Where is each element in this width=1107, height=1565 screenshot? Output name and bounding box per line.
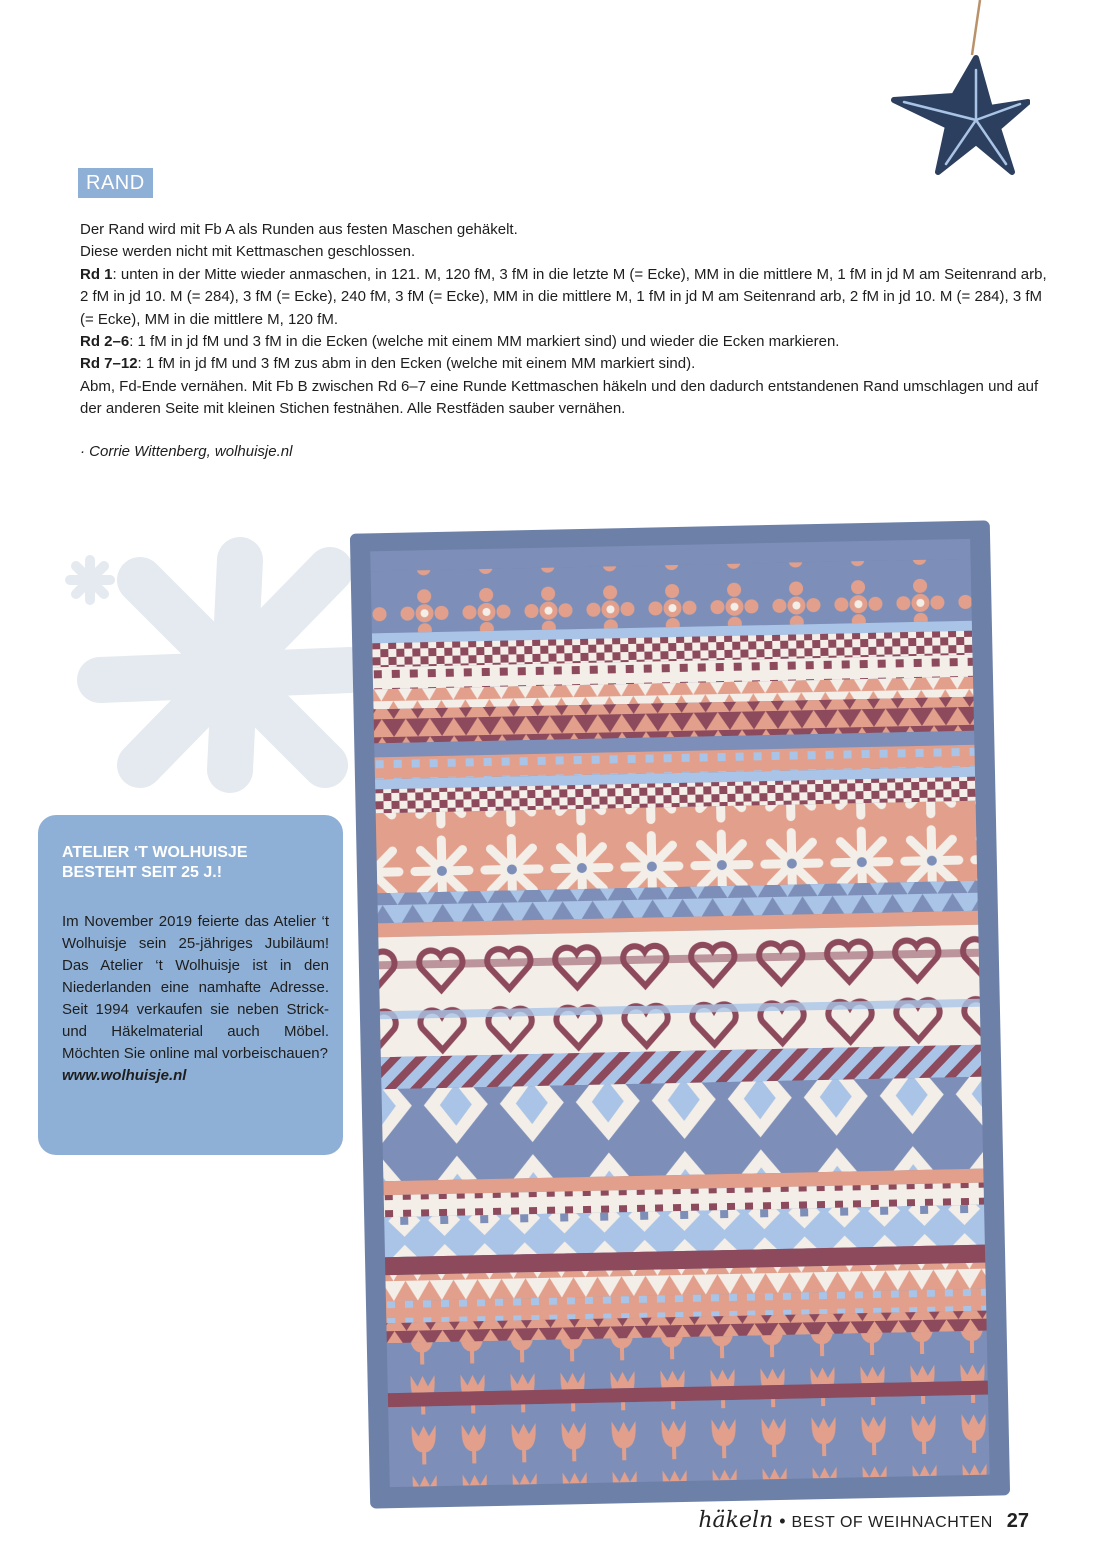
info-box-title xyxy=(62,843,329,883)
author-credit: · Corrie Wittenberg, wolhuisje.nl xyxy=(80,443,293,460)
instructions-text xyxy=(80,219,1052,421)
info-box xyxy=(38,815,343,1155)
info-box-paragraph: Im November 2019 feierte das Atelier ‘t Wolhuisje sein 25-jähriges Jubiläum! Das Atelier ‘t Wolhuisje ist in den Niederlanden eine namhafte Adresse. Seit 1994 verkaufen sie neben Strick- und Häkelmaterial auch Möbel. Möchten Sie online mal vorbeischauen? xyxy=(62,913,329,1062)
round-7-12-instruction xyxy=(80,353,1052,375)
website-link[interactable]: www.wolhuisje.nl xyxy=(62,1067,187,1084)
blanket-photo xyxy=(340,515,1020,1515)
footer-separator: • xyxy=(779,1511,786,1531)
finishing-instruction: Abm, Fd-Ende vernähen. Mit Fb B zwischen Rd 6–7 eine Runde Kettmaschen häkeln und den dadurch entstandenen Rand umschlagen und auf der anderen Seite mit kleinen Stichen festnähen. Alle Restfäden sauber vernähen. xyxy=(80,377,1039,418)
round-1-label: Rd 1 xyxy=(80,265,113,283)
intro-line-2: Diese werden nicht mit Kettmaschen geschlossen. xyxy=(80,243,416,261)
info-box-title-line-1: ATELIER ‘T WOLHUISJE xyxy=(62,844,248,861)
round-7-12-label: Rd 7–12 xyxy=(80,355,138,373)
snowflake-icon xyxy=(60,520,360,820)
issue-title: BEST OF WEIHNACHTEN xyxy=(791,1514,993,1531)
info-box-text xyxy=(62,911,329,1087)
round-1-text: : unten in der Mitte wieder anmaschen, in 121. M, 120 fM, 3 fM in die letzte M (= Ecke), MM in die mittlere M, 1 fM in jd M am Seitenrand arb, 2 fM in jd 10. M (= 284), 3 fM (= Ecke), 240 fM, 3 fM (= Ecke), MM in die mittlere M, 1 fM in jd M am Seitenrand arb, 2 fM in jd 10. M (= 284), 3 fM (= Ecke), MM in die mittlere M, 120 fM. xyxy=(80,265,1047,328)
magazine-brand: häkeln xyxy=(698,1508,774,1533)
page-footer xyxy=(698,1508,1029,1533)
round-2-6-label: Rd 2–6 xyxy=(80,333,130,351)
round-7-12-text: : 1 fM in jd fM und 3 fM zus abm in den Ecken (welche mit einem MM markiert sind). xyxy=(137,355,696,373)
round-1-instruction xyxy=(80,264,1052,331)
section-title-tag: RAND xyxy=(78,168,153,198)
page-number: 27 xyxy=(1006,1510,1029,1532)
info-box-title-line-2: BESTEHT SEIT 25 J.! xyxy=(62,864,223,881)
round-2-6-text: : 1 fM in jd fM und 3 fM in die Ecken (welche mit einem MM markiert sind) und wieder die Ecken markieren. xyxy=(129,333,840,351)
star-ornament-icon xyxy=(880,0,1030,200)
intro-line-1: Der Rand wird mit Fb A als Runden aus festen Maschen gehäkelt. xyxy=(80,221,518,238)
round-2-6-instruction xyxy=(80,331,1052,353)
